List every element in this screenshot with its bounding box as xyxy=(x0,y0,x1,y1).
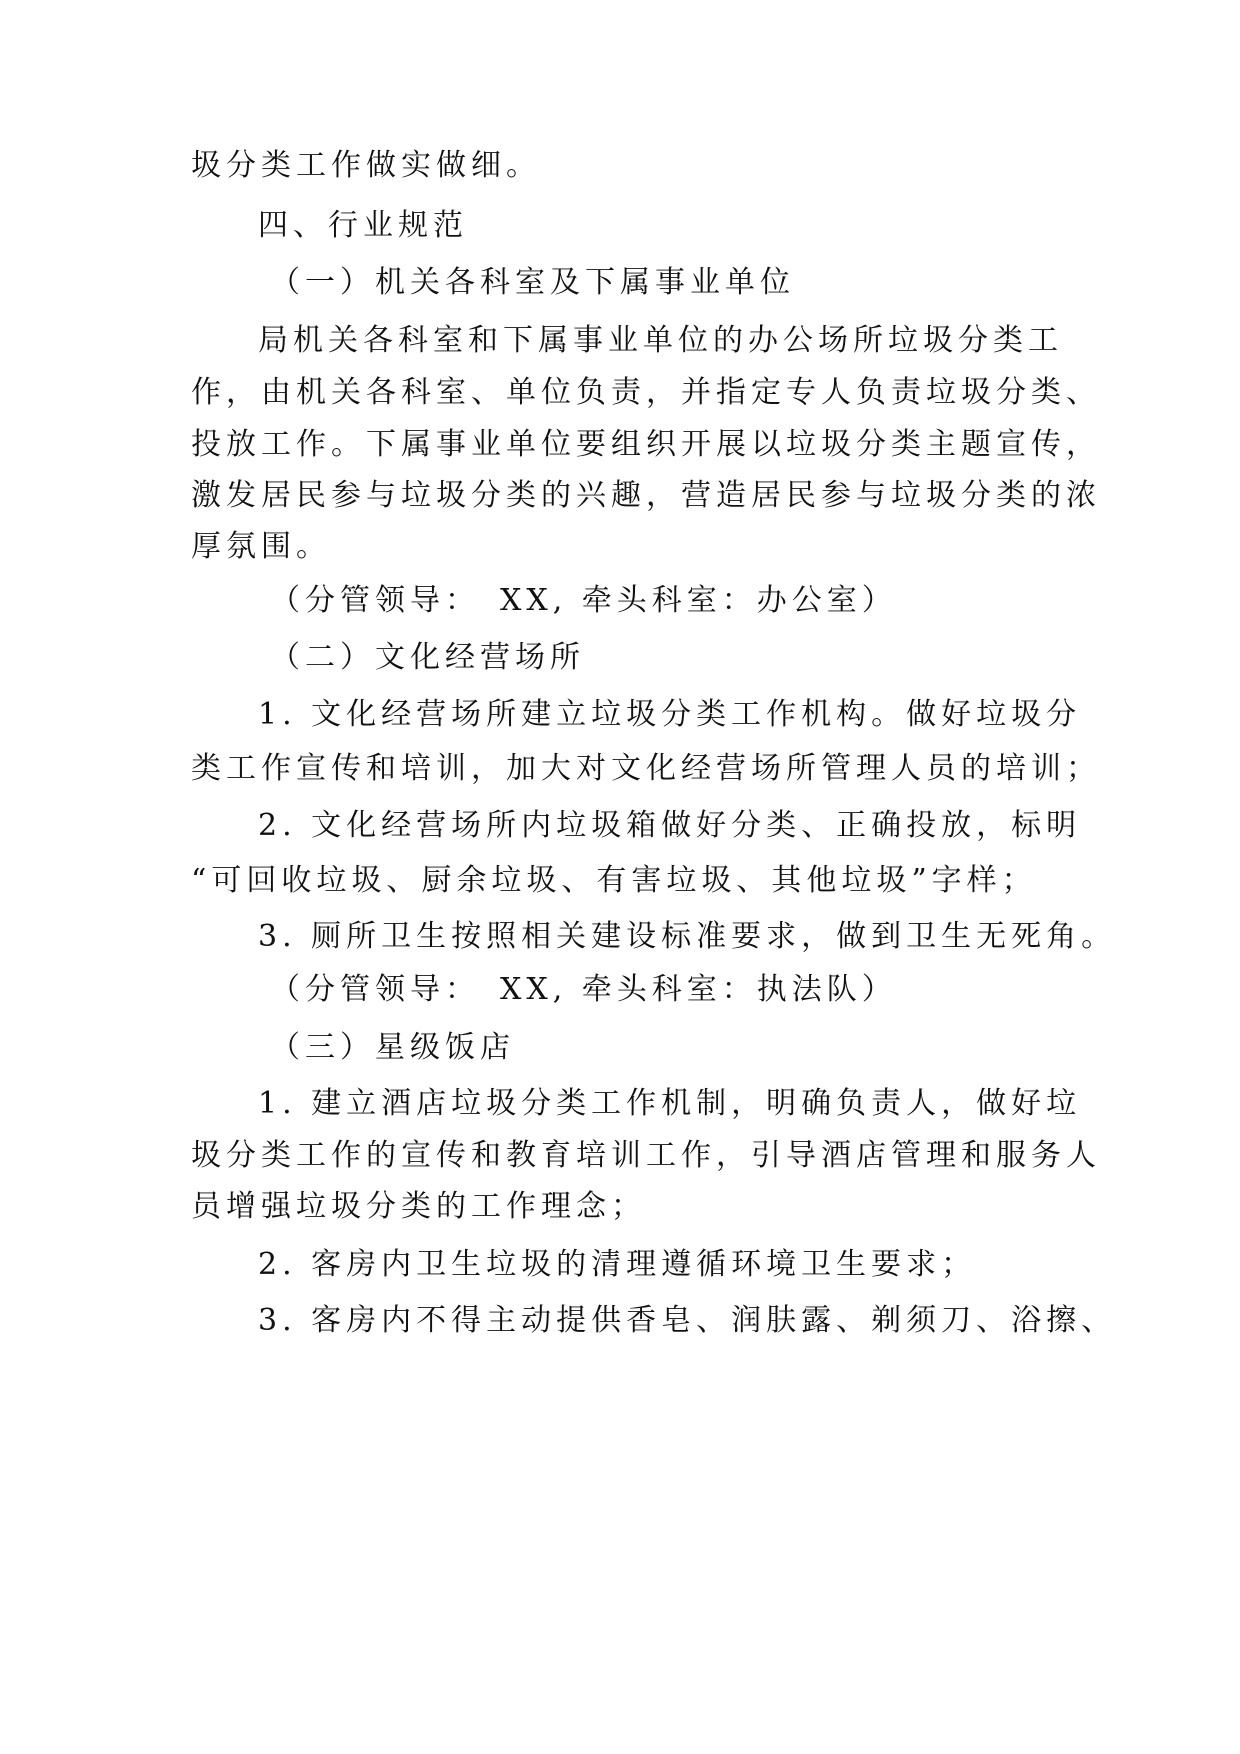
subsection-heading: （一）机关各科室及下属事业单位 xyxy=(270,265,795,300)
text-line: 1. 建立酒店垃圾分类工作机制，明确负责人，做好垃 xyxy=(258,1086,1082,1121)
text-line: 局机关各科室和下属事业单位的办公场所垃圾分类工 xyxy=(258,323,1063,358)
text-line: 2. 文化经营场所内垃圾箱做好分类、正确投放，标明 xyxy=(258,808,1082,843)
text-line: 激发居民参与垃圾分类的兴趣，营造居民参与垃圾分类的浓 xyxy=(191,478,1101,513)
text-line: “可回收垃圾、厨余垃圾、有害垃圾、其他垃圾”字样； xyxy=(191,863,1037,898)
responsibility-note: （分管领导： XX, 牵头科室：办公室） xyxy=(270,583,897,618)
text-line: 圾分类工作做实做细。 xyxy=(191,148,541,183)
subsection-heading: （二）文化经营场所 xyxy=(270,640,585,675)
text-line: 2. 客房内卫生垃圾的清理遵循环境卫生要求； xyxy=(258,1247,977,1282)
section-heading: 四、行业规范 xyxy=(258,208,468,243)
text-line: 厚氛围。 xyxy=(191,529,331,564)
text-line: 圾分类工作的宣传和教育培训工作，引导酒店管理和服务人 xyxy=(191,1138,1101,1173)
text-line: 作，由机关各科室、单位负责，并指定专人负责垃圾分类、 xyxy=(191,375,1101,410)
text-line: 类工作宣传和培训，加大对文化经营场所管理人员的培训； xyxy=(191,751,1101,786)
text-line: 3. 客房内不得主动提供香皂、润肤露、剃须刀、浴擦、 xyxy=(258,1303,1117,1338)
text-line: 3. 厕所卫生按照相关建设标准要求，做到卫生无死角。 xyxy=(258,919,1117,954)
text-line: 投放工作。下属事业单位要组织开展以垃圾分类主题宣传， xyxy=(191,427,1101,462)
responsibility-note: （分管领导： XX, 牵头科室：执法队） xyxy=(270,972,897,1007)
text-line: 员增强垃圾分类的工作理念； xyxy=(191,1189,646,1224)
text-line: 1. 文化经营场所建立垃圾分类工作机构。做好垃圾分 xyxy=(258,697,1082,732)
subsection-heading: （三）星级饭店 xyxy=(270,1030,515,1065)
